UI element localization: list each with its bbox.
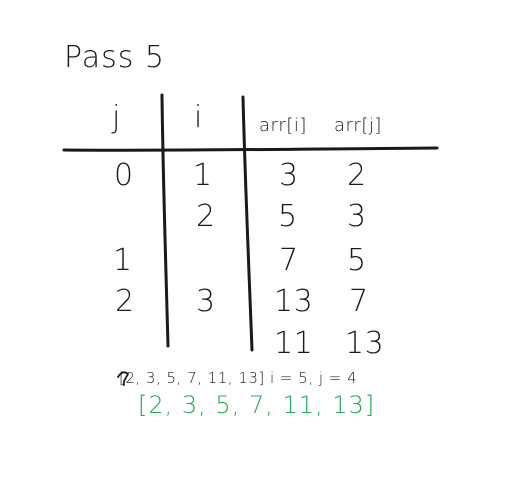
cell-arr-j: 2 (347, 158, 367, 193)
cell-arr-i: 11 (274, 326, 314, 361)
pass-title: Pass 5 (64, 40, 166, 75)
cell-i: 1 (193, 158, 213, 193)
cell-arr-j: 3 (347, 199, 367, 234)
cell-i: 3 (196, 284, 216, 319)
cell-j: 2 (115, 284, 135, 319)
cell-arr-j: 7 (349, 284, 369, 319)
cell-arr-j: 13 (345, 326, 385, 361)
cell-j: 0 (114, 158, 134, 193)
cell-arr-i: 13 (274, 284, 314, 319)
cell-j: 1 (113, 243, 133, 278)
column-divider-1 (162, 95, 168, 346)
cell-arr-i: 3 (279, 158, 299, 193)
state-note: [2, 3, 5, 7, 11, 13] i = 5, j = 4 (119, 369, 358, 387)
header-arr-i: arr[i] (259, 115, 307, 136)
cell-arr-i: 5 (278, 199, 298, 234)
header-rule (64, 148, 437, 150)
header-i: i (194, 100, 203, 135)
cell-i: 2 (196, 199, 216, 234)
header-arr-j: arr[j] (334, 115, 382, 136)
header-j: j (112, 100, 121, 135)
cell-arr-i: 7 (279, 243, 299, 278)
cell-arr-j: 5 (347, 243, 367, 278)
column-divider-2 (243, 97, 252, 350)
sorted-result: [2, 3, 5, 7, 11, 13] (138, 391, 376, 419)
